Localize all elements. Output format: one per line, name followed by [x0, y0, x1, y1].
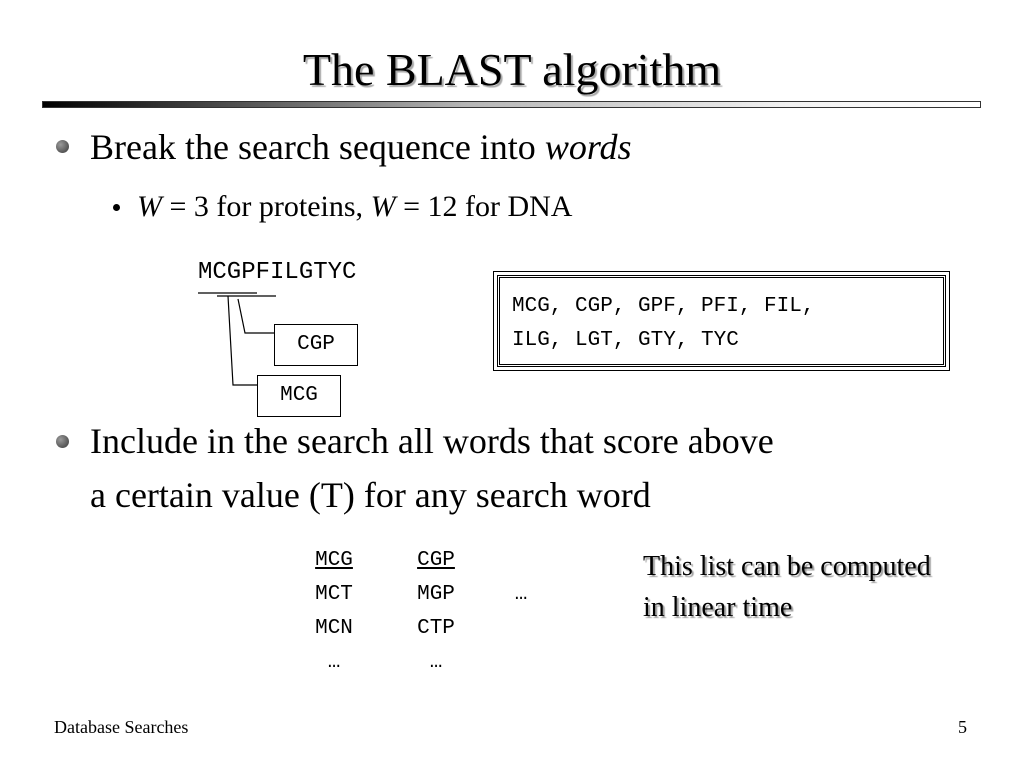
title-divider	[42, 101, 981, 108]
bullet-include-words	[90, 414, 990, 522]
neighbor-word: MGP	[417, 583, 455, 606]
sub-bullet-word-size	[137, 187, 572, 227]
w-variable: W	[137, 190, 162, 223]
mcg-connector	[228, 296, 258, 385]
neighbor-word-header: CGP	[417, 549, 455, 572]
bullet-italic-words: words	[544, 127, 632, 167]
word-list-line-1: MCG, CGP, GPF, PFI, FIL,	[512, 295, 815, 318]
word-list	[497, 275, 946, 367]
sub-bullet-text-1: = 3 for proteins,	[162, 190, 371, 223]
sub-bullet-dot	[113, 204, 120, 211]
neighbor-column-more: …	[514, 583, 528, 606]
bullet-dot	[56, 140, 69, 153]
bullet-line-2: a certain value (T) for any search word	[90, 475, 651, 515]
example-sequence: MCGPFILGTYC	[198, 259, 357, 286]
neighbor-word: MCN	[315, 617, 353, 640]
bullet-line-1: Include in the search all words that score above	[90, 421, 774, 461]
neighbor-word: CTP	[417, 617, 455, 640]
bullet-text: Break the search sequence into	[90, 127, 545, 167]
word-list-box	[493, 271, 950, 371]
word-box-cgp: CGP	[274, 324, 358, 366]
bullet-break-sequence	[90, 120, 990, 174]
word-list-line-2: ILG, LGT, GTY, TYC	[512, 329, 739, 352]
w-variable: W	[370, 190, 396, 223]
cgp-connector	[238, 299, 274, 333]
page-number: 5	[958, 717, 967, 737]
neighbor-ellipsis: …	[327, 651, 341, 674]
footer-title: Database Searches	[54, 717, 189, 737]
neighbor-column-mcg	[299, 544, 369, 680]
linear-time-note: This list can be computed in linear time	[643, 551, 931, 623]
slide-title: The BLAST algorithm	[302, 44, 722, 95]
bullet-dot	[56, 435, 69, 448]
neighbor-ellipsis: …	[429, 651, 443, 674]
sub-bullet-text-2: = 12 for DNA	[395, 190, 573, 223]
word-box-mcg: MCG	[257, 375, 341, 417]
neighbor-word-header: MCG	[315, 549, 353, 572]
neighbor-word: MCT	[315, 583, 353, 606]
neighbor-column-cgp	[401, 544, 471, 680]
